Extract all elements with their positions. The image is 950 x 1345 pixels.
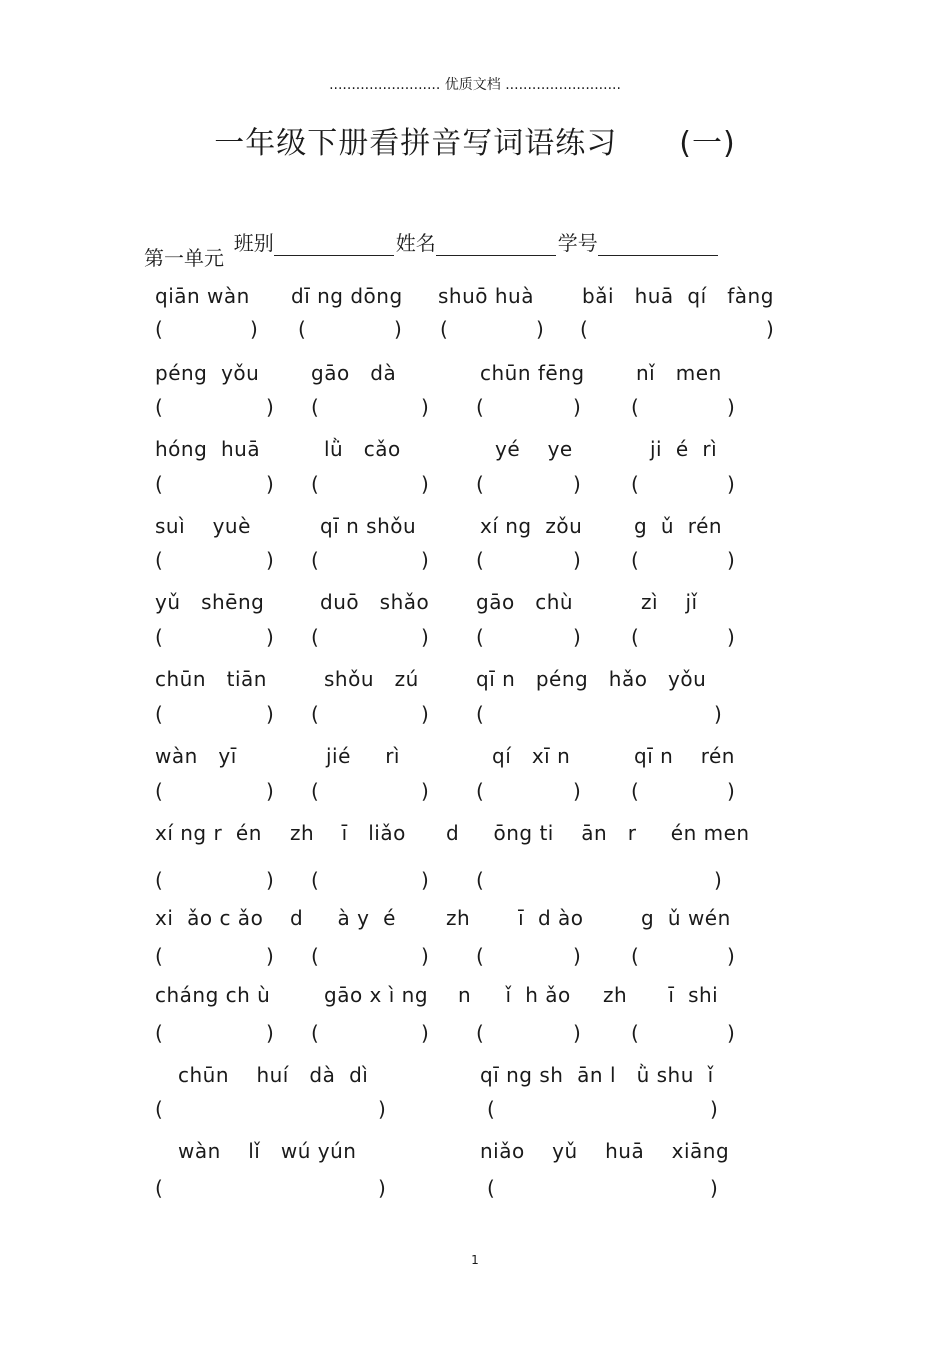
answer-paren-open: ( [440, 317, 448, 341]
pinyin-word: qī ng sh ān l ǜ shu ǐ [480, 1063, 714, 1087]
answer-paren-open: ( [476, 944, 484, 968]
answer-paren-open: ( [476, 625, 484, 649]
student-info-line [221, 203, 720, 256]
pinyin-word: gāo dà [311, 361, 397, 385]
answer-paren-open: ( [631, 1021, 639, 1045]
pinyin-word: qí xī n [492, 744, 571, 768]
answer-paren-close: ) [266, 395, 274, 419]
pinyin-word: zh ī shi [603, 983, 719, 1007]
answer-paren-close: ) [378, 1097, 386, 1121]
answer-paren-open: ( [155, 548, 163, 572]
answer-paren-close: ) [727, 779, 735, 803]
answer-paren-close: ) [573, 779, 581, 803]
answer-paren-close: ) [394, 317, 402, 341]
answer-paren-open: ( [311, 868, 319, 892]
pinyin-word: gāo chù [476, 590, 574, 614]
answer-paren-open: ( [311, 702, 319, 726]
pinyin-word: d à y é [290, 906, 396, 930]
answer-paren-open: ( [155, 1176, 163, 1200]
pinyin-word: xí ng zǒu [480, 514, 583, 538]
page-header: ......................... 优质文档 .......................... [329, 77, 621, 93]
answer-paren-open: ( [487, 1176, 495, 1200]
pinyin-word: wàn yī [155, 744, 237, 768]
pinyin-word: qī n shǒu [320, 514, 417, 538]
answer-paren-open: ( [311, 625, 319, 649]
pinyin-word: chūn tiān [155, 667, 267, 691]
pinyin-word: niǎo yǔ huā xiāng [480, 1139, 730, 1163]
pinyin-word: xí ng r én [155, 821, 262, 845]
pinyin-word: yǔ shēng [155, 590, 265, 614]
answer-paren-open: ( [311, 548, 319, 572]
answer-paren-open: ( [631, 779, 639, 803]
answer-paren-close: ) [421, 625, 429, 649]
answer-paren-open: ( [487, 1097, 495, 1121]
pinyin-word: qiān wàn [155, 284, 250, 308]
pinyin-word: xi ǎo c ǎo [155, 906, 264, 930]
answer-paren-open: ( [580, 317, 588, 341]
page-number: 1 [471, 1253, 479, 1267]
pinyin-word: duō shǎo [320, 590, 430, 614]
pinyin-word: jié rì [326, 744, 400, 768]
answer-paren-close: ) [766, 317, 774, 341]
answer-paren-open: ( [155, 317, 163, 341]
pinyin-word: zì jǐ [641, 590, 698, 614]
pinyin-word: péng yǒu [155, 361, 260, 385]
answer-paren-open: ( [476, 1021, 484, 1045]
answer-paren-open: ( [631, 625, 639, 649]
answer-paren-open: ( [631, 944, 639, 968]
answer-paren-close: ) [266, 1021, 274, 1045]
pinyin-word: g ǔ wén [641, 906, 731, 930]
pinyin-word: gāo x ì ng [324, 983, 429, 1007]
pinyin-word: g ǔ rén [634, 514, 723, 538]
pinyin-word: n ǐ h ǎo [458, 983, 571, 1007]
answer-paren-close: ) [727, 548, 735, 572]
answer-paren-open: ( [311, 944, 319, 968]
pinyin-word: nǐ men [636, 361, 722, 385]
answer-paren-close: ) [727, 472, 735, 496]
answer-paren-open: ( [311, 779, 319, 803]
answer-paren-open: ( [155, 944, 163, 968]
pinyin-word: ji é rì [650, 437, 718, 461]
pinyin-word: suì yuè [155, 514, 251, 538]
answer-paren-close: ) [421, 1021, 429, 1045]
answer-paren-close: ) [710, 1176, 718, 1200]
answer-paren-close: ) [536, 317, 544, 341]
answer-paren-open: ( [631, 472, 639, 496]
pinyin-word: d ōng ti ān r én men [446, 821, 750, 845]
number-label: 学号 [557, 231, 598, 255]
pinyin-word: dī ng dōng [291, 284, 403, 308]
pinyin-word: lǜ cǎo [324, 437, 401, 461]
answer-paren-open: ( [155, 472, 163, 496]
answer-paren-open: ( [476, 868, 484, 892]
answer-paren-close: ) [573, 395, 581, 419]
pinyin-word: chūn fēng [480, 361, 585, 385]
answer-paren-open: ( [155, 625, 163, 649]
answer-paren-open: ( [155, 1021, 163, 1045]
class-blank [274, 233, 394, 256]
answer-paren-close: ) [727, 1021, 735, 1045]
answer-paren-close: ) [727, 625, 735, 649]
answer-paren-close: ) [421, 395, 429, 419]
answer-paren-open: ( [476, 548, 484, 572]
class-label: 班别 [233, 231, 274, 255]
answer-paren-close: ) [266, 625, 274, 649]
answer-paren-close: ) [573, 944, 581, 968]
answer-paren-close: ) [266, 779, 274, 803]
pinyin-word: zh ī d ào [446, 906, 584, 930]
pinyin-word: shuō huà [438, 284, 534, 308]
pinyin-word: shǒu zú [324, 667, 419, 691]
answer-paren-open: ( [155, 395, 163, 419]
answer-paren-open: ( [476, 702, 484, 726]
answer-paren-close: ) [727, 944, 735, 968]
answer-paren-close: ) [421, 702, 429, 726]
pinyin-word: wàn lǐ wú yún [178, 1139, 357, 1163]
answer-paren-close: ) [573, 1021, 581, 1045]
answer-paren-close: ) [573, 548, 581, 572]
answer-paren-open: ( [155, 868, 163, 892]
unit-heading: 第一单元 [144, 246, 224, 270]
number-blank [598, 233, 718, 256]
pinyin-word: bǎi huā qí fàng [582, 284, 774, 308]
page-title: 一年级下册看拼音写词语练习 (一) [214, 126, 736, 161]
answer-paren-close: ) [573, 472, 581, 496]
answer-paren-close: ) [710, 1097, 718, 1121]
answer-paren-close: ) [421, 944, 429, 968]
answer-paren-close: ) [266, 472, 274, 496]
pinyin-word: qī n rén [634, 744, 735, 768]
answer-paren-open: ( [155, 1097, 163, 1121]
pinyin-word: hóng huā [155, 437, 261, 461]
answer-paren-close: ) [421, 472, 429, 496]
answer-paren-close: ) [378, 1176, 386, 1200]
answer-paren-open: ( [631, 395, 639, 419]
answer-paren-open: ( [631, 548, 639, 572]
answer-paren-open: ( [311, 395, 319, 419]
answer-paren-close: ) [421, 868, 429, 892]
answer-paren-open: ( [476, 779, 484, 803]
name-label: 姓名 [395, 231, 436, 255]
pinyin-word: yé ye [495, 437, 573, 461]
answer-paren-close: ) [421, 548, 429, 572]
answer-paren-open: ( [311, 472, 319, 496]
answer-paren-close: ) [714, 868, 722, 892]
answer-paren-open: ( [311, 1021, 319, 1045]
answer-paren-close: ) [250, 317, 258, 341]
answer-paren-close: ) [573, 625, 581, 649]
answer-paren-close: ) [266, 702, 274, 726]
answer-paren-close: ) [266, 548, 274, 572]
answer-paren-close: ) [727, 395, 735, 419]
answer-paren-open: ( [298, 317, 306, 341]
answer-paren-close: ) [266, 944, 274, 968]
answer-paren-open: ( [155, 779, 163, 803]
pinyin-word: cháng ch ù [155, 983, 271, 1007]
answer-paren-open: ( [476, 395, 484, 419]
pinyin-word: zh ī liǎo [290, 821, 406, 845]
name-blank [436, 233, 556, 256]
answer-paren-close: ) [421, 779, 429, 803]
answer-paren-open: ( [476, 472, 484, 496]
answer-paren-close: ) [714, 702, 722, 726]
answer-paren-open: ( [155, 702, 163, 726]
pinyin-word: qī n péng hǎo yǒu [476, 667, 707, 691]
answer-paren-close: ) [266, 868, 274, 892]
pinyin-word: chūn huí dà dì [178, 1063, 369, 1087]
